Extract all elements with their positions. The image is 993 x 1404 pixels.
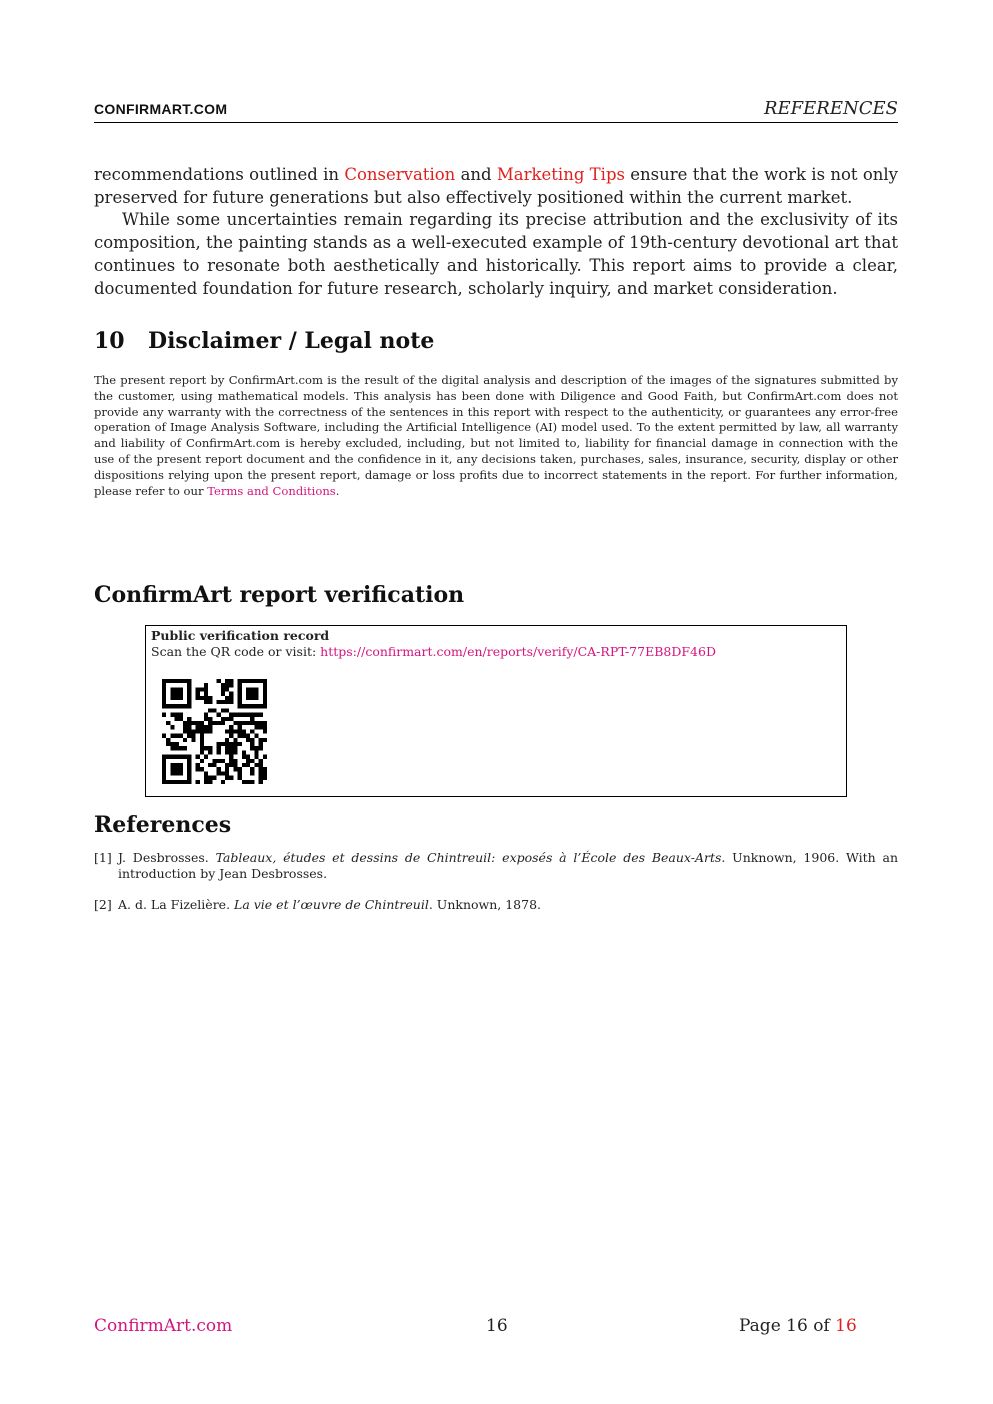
reference-number: [2] xyxy=(94,897,112,912)
last-page-link[interactable]: 16 xyxy=(835,1316,857,1336)
verification-box xyxy=(145,625,847,797)
qr-code-icon[interactable] xyxy=(162,679,267,784)
page-header xyxy=(94,98,898,123)
reference-item xyxy=(94,850,898,882)
disclaimer-text xyxy=(94,373,898,499)
conclusion-text xyxy=(94,164,898,300)
reference-details: . Unknown, 1878. xyxy=(428,897,542,912)
reference-details: Unknown, 1906. With an introduction by Jean Desbrosses. xyxy=(118,850,898,881)
verification-scan-line xyxy=(151,644,716,659)
footer-page-count xyxy=(739,1316,857,1336)
reference-title: Tableaux, études et dessins de Chintreuil: exposés à l’École des Beaux-Arts. xyxy=(215,850,726,865)
verification-heading: ConfirmArt report verification xyxy=(94,582,465,608)
reference-author: A. d. La Fizelière. xyxy=(118,897,235,912)
verification-url-link[interactable]: https://confirmart.com/en/reports/verify/CA-RPT-77EB8DF46D xyxy=(320,644,716,659)
footer-site-link[interactable]: ConfirmArt.com xyxy=(94,1316,233,1336)
marketing-tips-link[interactable]: Marketing Tips xyxy=(496,165,625,184)
reference-author: J. Desbrosses. xyxy=(118,850,216,865)
paragraph xyxy=(94,164,898,209)
running-head: REFERENCES xyxy=(763,98,898,119)
section-title: Disclaimer / Legal note xyxy=(148,328,435,354)
conservation-link[interactable]: Conservation xyxy=(344,165,456,184)
text-run: Page 16 of xyxy=(739,1316,836,1336)
text-run: . xyxy=(335,483,340,498)
section-number: 10 xyxy=(94,328,125,354)
paragraph: While some uncertainties remain regarding its precise attribution and the exclusivity of its composition, the painting stands as a well-executed example of 19th-century devotional art that continues to resonate both aesthetically and historically. This report aims to provide a clear, documented foundation for future research, scholarly inquiry, and market consideration. xyxy=(94,210,898,298)
references-heading: References xyxy=(94,812,232,838)
text-run: ensure that the work is not only preserved for future generations but also effectively positioned within the current market. xyxy=(94,165,898,207)
reference-title: La vie et l’œuvre de Chintreuil xyxy=(234,897,429,912)
section-heading-disclaimer xyxy=(94,328,434,354)
footer-page-number: 16 xyxy=(486,1316,508,1336)
references-list xyxy=(94,850,898,928)
text-run: Scan the QR code or visit: xyxy=(151,644,321,659)
text-run: The present report by ConfirmArt.com is the result of the digital analysis and description of the images of the signatures submitted by the customer, using mathematical models. This analysis has been done with Diligence and Good Faith, but ConfirmArt.com does not provide any warranty with the correctness of the sentences in this report with respect to the authenticity, or guarantees any error-free operation of Image Analysis Software, including the Artificial Intelligence (AI) model used. To the extent permitted by law, all warranty and liability of ConfirmArt.com is hereby excluded, including, but not limited to, liability for financial damage in connection with the use of the present report document and the confidence in it, any decisions taken, purchases, sales, insurance, security, display or other dispositions relying upon the present report, damage or loss profits due to incorrect statements in the report. For further information, please refer to our xyxy=(94,373,898,498)
confirmart-logo: CONFIRMART.COM xyxy=(94,101,228,117)
terms-and-conditions-link[interactable]: Terms and Conditions xyxy=(207,483,336,498)
text-run: and xyxy=(455,165,497,184)
reference-number: [1] xyxy=(94,850,112,865)
verification-box-title: Public verification record xyxy=(151,628,330,643)
text-run: recommendations outlined in xyxy=(94,165,345,184)
reference-item xyxy=(94,897,898,913)
